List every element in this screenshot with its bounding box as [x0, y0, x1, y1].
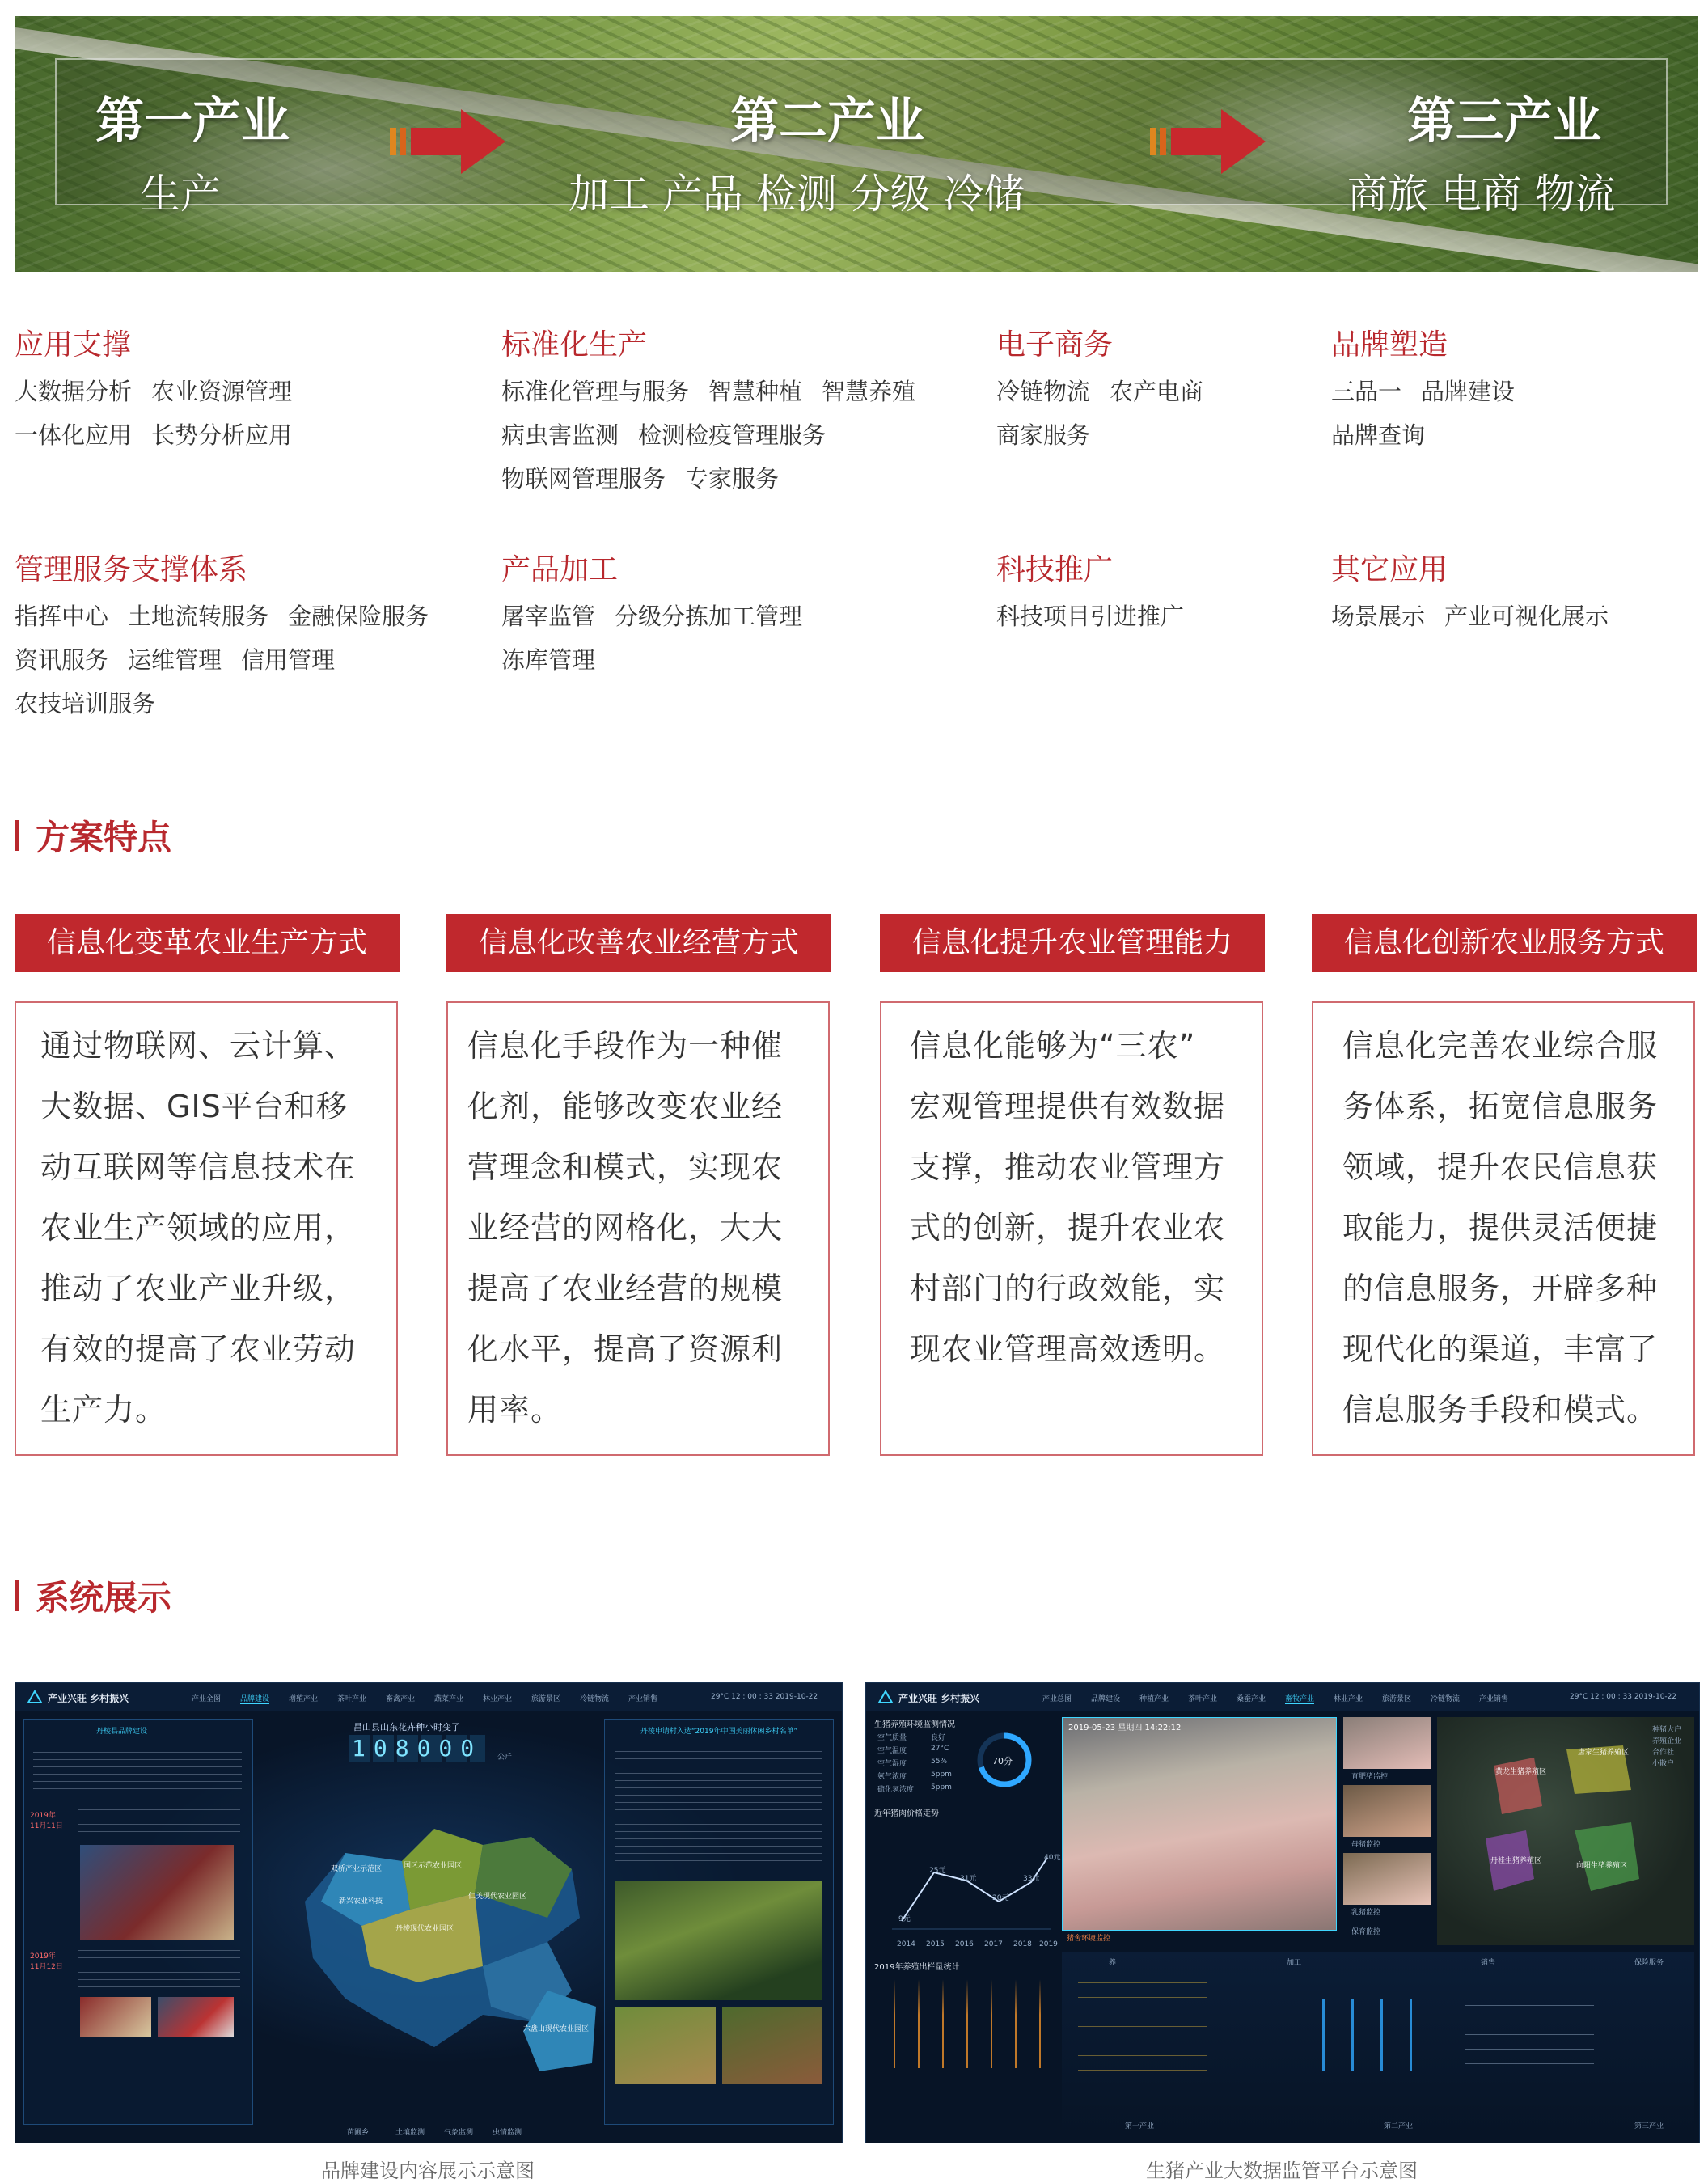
trend-title: 近年猪肉价格走势 [874, 1809, 939, 1818]
section-title-features: 方案特点 [36, 818, 172, 857]
env-value: 良好 [931, 1734, 946, 1742]
secondary-industry-title: 第二产业 [730, 93, 924, 150]
village-photo[interactable] [615, 1881, 822, 2000]
nav-item[interactable]: 蔬菜产业 [434, 1695, 464, 1703]
event-photo[interactable] [80, 1997, 151, 2037]
map-label[interactable]: 六盘山现代农业园区 [523, 2025, 590, 2033]
trend-year: 2016 [955, 1940, 974, 1948]
feature-text: 现代化的渠道，丰富了 [1342, 1331, 1659, 1367]
category-item[interactable]: 运维管理 [128, 646, 222, 674]
category-item[interactable]: 三品一 [1331, 378, 1402, 405]
feature-text: 取能力，提供灵活便捷 [1342, 1210, 1659, 1246]
weather-clock: 29°C 12 : 00 : 33 2019-10-22 [1570, 1693, 1677, 1701]
video-caption: 猪舍环境监控 [1067, 1935, 1111, 1943]
category-item[interactable]: 资讯服务 [15, 646, 109, 674]
category-line [15, 417, 292, 451]
category-line [501, 642, 595, 675]
trend-year: 2017 [984, 1940, 1003, 1948]
feature-text: 化剂，能够改变农业经 [467, 1089, 784, 1124]
category-item[interactable]: 品牌查询 [1331, 421, 1426, 449]
category-item[interactable]: 产业可视化展示 [1444, 603, 1609, 630]
feature-heading: 信息化改善农业经营方式 [446, 914, 831, 972]
category-item[interactable]: 冷链物流 [996, 378, 1091, 405]
trend-year: 2015 [926, 1940, 945, 1948]
section-title-system: 系统展示 [36, 1578, 172, 1618]
production-bar-chart[interactable] [1309, 1999, 1423, 2071]
env-value: 27°C [931, 1745, 949, 1753]
nav-item[interactable]: 旅游景区 [531, 1695, 561, 1703]
stock-bar-chart[interactable] [882, 1979, 1052, 2068]
trend-point-label: 25元 [929, 1867, 946, 1875]
stats-tab[interactable]: 养 [1109, 1959, 1117, 1967]
feature-text: 村部门的行政效能，实 [910, 1271, 1226, 1306]
video-thumbnail[interactable] [1343, 1717, 1431, 1769]
right-panel-title: 丹棱申请村入选“2019年中国美丽休闲乡村名单” [640, 1728, 798, 1736]
category-title: 科技推广 [996, 553, 1114, 586]
map-label[interactable]: 黄龙生猪养殖区 [1495, 1768, 1547, 1776]
map-label[interactable]: 向阳生猪养殖区 [1576, 1862, 1628, 1870]
nav-item[interactable]: 产业全图 [192, 1695, 222, 1703]
trend-point-label: 33元 [1023, 1875, 1040, 1883]
section-marker [15, 820, 19, 851]
feature-text: 营理念和模式，实现农 [467, 1149, 784, 1185]
arrow-right-icon [1148, 105, 1270, 178]
feature-text: 信息服务手段和模式。 [1342, 1392, 1659, 1428]
feature-text: 支撑，推动农业管理方 [910, 1149, 1226, 1185]
category-title: 产品加工 [501, 553, 619, 586]
primary-industry-subtitle: 生产 [140, 171, 221, 218]
arrow-right-icon [388, 105, 509, 178]
feature-heading: 信息化提升农业管理能力 [880, 914, 1265, 972]
pig-dashboard-screenshot[interactable] [865, 1682, 1700, 2143]
category-item[interactable]: 场景展示 [1331, 603, 1426, 630]
category-item[interactable]: 土地流转服务 [128, 603, 269, 630]
category-title: 其它应用 [1331, 553, 1448, 586]
trend-year: 2018 [1013, 1940, 1032, 1948]
category-title: 应用支撑 [15, 328, 132, 362]
map-label[interactable]: 国区示范农业园区 [404, 1862, 463, 1870]
feature-heading: 信息化变革农业生产方式 [15, 914, 400, 972]
category-line [501, 461, 779, 494]
feature-text: 现农业管理高效透明。 [910, 1331, 1226, 1367]
feature-text: 生产力。 [40, 1392, 167, 1428]
stock-title: 2019年养殖出栏量统计 [874, 1963, 960, 1972]
category-item[interactable]: 科技项目引进推广 [996, 603, 1185, 630]
category-line [996, 417, 1090, 451]
nav-item[interactable]: 林业产业 [483, 1695, 513, 1703]
text-block [78, 1950, 240, 1989]
video-timestamp: 2019-05-23 星期四 14:22:12 [1068, 1724, 1182, 1732]
category-line [501, 374, 915, 407]
nav-item[interactable]: 冷链物流 [1431, 1695, 1461, 1703]
trend-year: 2019 [1039, 1940, 1058, 1948]
feature-text: 推动了农业产业升级， [40, 1271, 357, 1306]
feature-text: 农业生产领域的应用， [40, 1210, 357, 1246]
category-title: 品牌塑造 [1331, 328, 1448, 362]
category-line [15, 686, 155, 719]
nav-item[interactable]: 桑蚕产业 [1237, 1695, 1266, 1703]
stats-section-label: 第一产业 [1125, 2122, 1155, 2130]
feature-text: 通过物联网、云计算、 [40, 1028, 357, 1064]
feature-text: 大数据、GIS平台和移 [40, 1089, 348, 1124]
map-legend-item: 合作社 [1652, 1749, 1675, 1757]
video-caption: 母猪监控 [1351, 1841, 1381, 1849]
map-label[interactable]: 唐家生猪养殖区 [1578, 1749, 1630, 1757]
category-title: 电子商务 [996, 328, 1114, 362]
category-item[interactable]: 智慧养殖 [822, 378, 916, 405]
category-item[interactable]: 品牌建设 [1421, 378, 1516, 405]
category-line [15, 374, 292, 407]
event-date: 2019年 11月11日 [30, 1812, 63, 1830]
category-item[interactable]: 检测检疫管理服务 [638, 421, 827, 449]
video-caption: 乳猪监控 [1351, 1909, 1381, 1917]
category-title: 标准化生产 [501, 328, 648, 362]
primary-industry-title: 第一产业 [95, 93, 290, 150]
counter-value: 108000 [349, 1735, 485, 1762]
category-item[interactable]: 专家服务 [685, 465, 780, 493]
nav-item[interactable]: 产业销售 [628, 1695, 658, 1703]
env-title: 生猪养殖环境监测情况 [874, 1720, 955, 1729]
village-photo[interactable] [722, 2007, 822, 2084]
tertiary-industry-subtitle: 商旅 电商 物流 [1347, 171, 1616, 218]
nav-item[interactable]: 林业产业 [1334, 1695, 1363, 1703]
category-item[interactable]: 信用管理 [241, 646, 336, 674]
category-item[interactable]: 智慧种植 [708, 378, 803, 405]
env-label: 氨气浓度 [877, 1773, 907, 1781]
category-item[interactable]: 标准化管理与服务 [501, 378, 690, 405]
map-label[interactable]: 丹桂生猪养殖区 [1490, 1857, 1542, 1865]
trend-year: 2014 [897, 1940, 915, 1948]
trend-point-label: 9元 [898, 1915, 911, 1923]
env-label: 空气湿度 [877, 1760, 907, 1768]
map-legend-item: 种猪大户 [1652, 1726, 1682, 1734]
feature-text: 宏观管理提供有效数据 [910, 1089, 1226, 1124]
env-value: 5ppm [931, 1771, 952, 1779]
category-item[interactable]: 病虫害监测 [501, 421, 619, 449]
text-block [33, 1745, 242, 1801]
stats-table [1465, 1991, 1594, 2071]
category-line [996, 374, 1203, 407]
left-panel-title: 丹棱县品牌建设 [96, 1728, 148, 1736]
stats-tab[interactable]: 加工 [1287, 1959, 1302, 1967]
section-marker [15, 1580, 19, 1611]
stats-tab[interactable]: 保险服务 [1634, 1959, 1664, 1967]
nav-item[interactable]: 产业总图 [1042, 1695, 1072, 1703]
nav-item-active[interactable]: 畜牧产业 [1285, 1693, 1314, 1704]
category-item[interactable]: 屠宰监管 [501, 603, 596, 630]
feature-text: 式的创新，提升农业农 [910, 1210, 1226, 1246]
env-label: 空气质量 [877, 1734, 907, 1742]
feature-text: 动互联网等信息技术在 [40, 1149, 357, 1185]
map-label[interactable]: 丹棱现代农业园区 [395, 1925, 454, 1933]
stats-section-label: 第二产业 [1384, 2122, 1414, 2130]
category-item[interactable]: 长势分析应用 [151, 421, 293, 449]
category-line [15, 642, 335, 675]
counter-unit: 公斤 [497, 1754, 513, 1762]
category-item[interactable]: 商家服务 [996, 421, 1091, 449]
nav-item[interactable]: 旅游景区 [1382, 1695, 1412, 1703]
category-item[interactable]: 一体化应用 [15, 421, 133, 449]
nav-item[interactable]: 茶叶产业 [1188, 1695, 1218, 1703]
stats-tab[interactable]: 销售 [1481, 1959, 1496, 1967]
trend-point-label: 31元 [960, 1875, 977, 1883]
logo-icon [877, 1690, 894, 1704]
category-item[interactable]: 物联网管理服务 [501, 465, 666, 493]
video-caption: 保育监控 [1351, 1928, 1381, 1936]
env-value: 5ppm [931, 1783, 952, 1792]
trend-point-label: 40元 [1044, 1854, 1061, 1862]
map-legend-item: 养殖企业 [1652, 1737, 1682, 1745]
feature-text: 用率。 [467, 1392, 563, 1428]
text-block [78, 1809, 240, 1838]
feature-text: 务体系，拓宽信息服务 [1342, 1089, 1659, 1124]
category-line [15, 599, 429, 632]
logo-icon [27, 1690, 43, 1704]
map-label[interactable]: 双桥产业示范区 [331, 1865, 383, 1873]
event-photo[interactable] [158, 1997, 234, 2037]
category-item[interactable]: 农技培训服务 [15, 690, 156, 717]
tertiary-industry-title: 第三产业 [1407, 93, 1601, 150]
category-line [501, 599, 802, 632]
feature-text: 信息化手段作为一种催 [467, 1028, 784, 1064]
stats-section-label: 第三产业 [1634, 2122, 1664, 2130]
feature-text: 化水平，提高了资源利 [467, 1331, 784, 1367]
env-value: 55% [931, 1758, 948, 1766]
category-item[interactable]: 大数据分析 [15, 378, 133, 405]
feature-text: 有效的提高了农业劳动 [40, 1331, 357, 1367]
feature-heading: 信息化创新农业服务方式 [1312, 914, 1697, 972]
feature-text: 的信息服务，开辟多种 [1342, 1271, 1659, 1306]
feature-text: 信息化能够为“三农” [910, 1028, 1196, 1064]
screenshot-caption: 品牌建设内容展示示意图 [321, 2160, 535, 2182]
dashboard-logo-text: 产业兴旺 乡村振兴 [898, 1693, 980, 1704]
gauge-value: 70分 [992, 1756, 1013, 1766]
video-caption: 育肥猪监控 [1351, 1773, 1389, 1781]
nav-item[interactable]: 畜禽产业 [386, 1695, 416, 1703]
map-label[interactable]: 新兴农业科技 [339, 1897, 383, 1906]
legend-item: 气象监测 [444, 2129, 474, 2137]
category-title: 管理服务支撑体系 [15, 553, 248, 586]
main-video-feed[interactable] [1062, 1717, 1337, 1931]
nav-item[interactable]: 品牌建设 [1091, 1695, 1121, 1703]
category-line [996, 599, 1184, 632]
category-item[interactable]: 分级分拣加工管理 [615, 603, 803, 630]
nav-item[interactable]: 冷链物流 [580, 1695, 610, 1703]
nav-item[interactable]: 产业销售 [1479, 1695, 1509, 1703]
feature-text: 业经营的网格化，大大 [467, 1210, 784, 1246]
env-label: 硫化氢浓度 [877, 1786, 915, 1794]
category-item[interactable]: 金融保险服务 [288, 603, 429, 630]
category-line [1331, 374, 1515, 407]
brand-dashboard-screenshot[interactable] [15, 1682, 843, 2143]
feature-text: 提高了农业经营的规模 [467, 1271, 784, 1306]
feature-text: 信息化完善农业综合服 [1342, 1028, 1659, 1064]
counter-label: 昌山县山东花卉种小时变了 [353, 1722, 460, 1732]
nav-item[interactable]: 种植产业 [1139, 1695, 1169, 1703]
dashboard-logo-text: 产业兴旺 乡村振兴 [48, 1693, 129, 1704]
nav-item[interactable]: 增殖产业 [289, 1695, 319, 1703]
event-photo[interactable] [80, 1845, 234, 1940]
industry-banner [15, 16, 1698, 272]
map-legend-item: 小散户 [1652, 1760, 1675, 1768]
category-item[interactable]: 农产电商 [1110, 378, 1204, 405]
screenshot-caption: 生猪产业大数据监管平台示意图 [1146, 2160, 1418, 2182]
legend-item: 虫情监测 [493, 2129, 522, 2137]
stats-list [1078, 1982, 1207, 2071]
map-label[interactable]: 仁美现代农业园区 [468, 1893, 527, 1901]
video-thumbnail[interactable] [1343, 1853, 1431, 1905]
region-map[interactable] [273, 1780, 612, 2088]
legend-item: 土壤监测 [395, 2129, 425, 2137]
event-date: 2019年 11月12日 [30, 1952, 63, 1971]
secondary-industry-subtitle: 加工 产品 检测 分级 冷储 [569, 171, 1025, 218]
category-item[interactable]: 指挥中心 [15, 603, 109, 630]
category-line [1331, 599, 1609, 632]
category-item[interactable]: 农业资源管理 [151, 378, 293, 405]
legend-item: 苗圃乡 [347, 2129, 370, 2137]
village-photo[interactable] [615, 2007, 716, 2084]
weather-clock: 29°C 12 : 00 : 33 2019-10-22 [711, 1693, 818, 1701]
nav-item-active[interactable]: 品牌建设 [240, 1693, 269, 1704]
video-thumbnail[interactable] [1343, 1785, 1431, 1837]
trend-point-label: 20元 [992, 1894, 1009, 1902]
feature-text: 领域，提升农民信息获 [1342, 1149, 1659, 1185]
category-item[interactable]: 冻库管理 [501, 646, 596, 674]
env-label: 空气温度 [877, 1747, 907, 1755]
text-block [615, 1751, 822, 1872]
category-line [1331, 417, 1425, 451]
nav-item[interactable]: 茶叶产业 [337, 1695, 367, 1703]
category-line [501, 417, 826, 451]
